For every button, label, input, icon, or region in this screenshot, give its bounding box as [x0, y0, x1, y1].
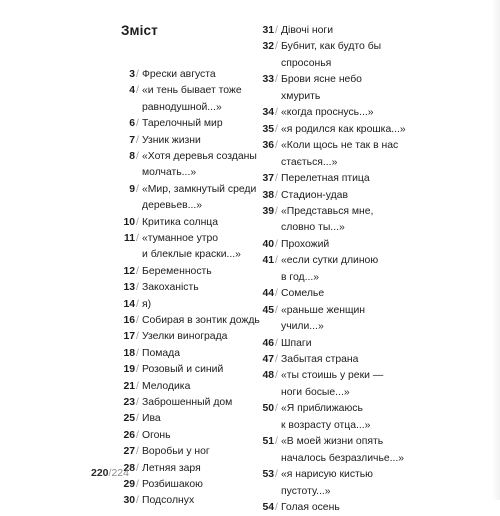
toc-separator: /: [136, 479, 139, 490]
toc-page-number: 31: [262, 25, 274, 36]
toc-entry: [120, 395, 256, 411]
toc-title: [142, 297, 256, 313]
toc-separator: /: [275, 74, 278, 86]
toc-entry: [120, 379, 256, 395]
toc-title-line: Летняя заря: [142, 462, 201, 474]
toc-title: [281, 253, 409, 286]
toc-title: [142, 411, 256, 427]
toc-title-line: «Мир, замкнутый среди: [142, 183, 257, 195]
toc-entry: [120, 83, 256, 116]
toc-separator: /: [136, 216, 139, 228]
toc-title: [142, 395, 256, 411]
toc-title-line: Забытая страна: [281, 354, 359, 365]
toc-title-line: «раньше женщин: [281, 304, 366, 316]
toc-title: [281, 122, 409, 138]
toc-title-line: словно ты...»: [281, 222, 345, 234]
toc-entry: [120, 329, 256, 345]
toc-separator: /: [275, 436, 278, 448]
toc-entry: [120, 461, 256, 477]
toc-title: [281, 138, 409, 171]
toc-separator: /: [136, 298, 139, 310]
toc-title-line: учили...»: [281, 321, 324, 333]
toc-page-number: 28: [123, 462, 135, 474]
toc-entry: [259, 237, 409, 253]
toc-page-number: 26: [123, 429, 135, 441]
toc-page-number: 9: [129, 183, 135, 195]
toc-title: [142, 215, 256, 231]
toc-title: [281, 286, 409, 302]
toc-page-number: 14: [123, 298, 135, 310]
toc-separator: /: [136, 282, 139, 294]
toc-title-line: «Коли щось не так в нас: [281, 140, 399, 152]
toc-title: [142, 280, 256, 296]
toc-page-number: 39: [262, 205, 274, 217]
toc-title: [142, 493, 256, 509]
toc-title: [142, 362, 256, 378]
folio-current-page: 220: [91, 467, 109, 479]
toc-title-line: Розовый и синий: [142, 364, 224, 376]
toc-title-line: стається...»: [281, 156, 338, 168]
toc-title-line: Воробьи у ног: [142, 446, 210, 458]
toc-title-line: Заброшенный дом: [142, 397, 233, 408]
toc-page-number: 51: [262, 436, 274, 448]
toc-title-line: Розбишакою: [142, 479, 203, 490]
toc-entry: [259, 188, 409, 204]
toc-title-line: Шпаги: [281, 337, 312, 349]
toc-entry: [120, 182, 256, 215]
toc-title-line: в год...»: [281, 271, 320, 283]
toc-title: [142, 264, 256, 280]
toc-page-number: 17: [123, 331, 135, 343]
toc-page-number: 7: [129, 134, 135, 146]
toc-title-line: «я нарисую кистью: [281, 469, 373, 481]
toc-page-number: 53: [262, 469, 274, 481]
toc-page-number: 27: [123, 446, 135, 458]
toc-separator: /: [275, 238, 278, 250]
toc-title-line: ноги босые...»: [281, 386, 350, 398]
toc-entry: [120, 362, 256, 378]
toc-title-line: Помада: [142, 347, 181, 359]
toc-title: [142, 149, 256, 182]
toc-title: [142, 133, 256, 149]
toc-entry: [120, 346, 256, 362]
toc-separator: /: [136, 151, 139, 162]
toc-title-line: Фрески августа: [142, 69, 216, 80]
toc-title-line: Критика солнца: [142, 216, 219, 228]
toc-title-line: Стадион-удав: [281, 189, 348, 201]
toc-separator: /: [136, 397, 139, 408]
toc-title-line: Узелки винограда: [142, 331, 228, 343]
toc-entry: [259, 253, 409, 286]
page-title: Зміст: [121, 23, 158, 38]
toc-separator: /: [136, 495, 139, 507]
toc-page-number: 19: [123, 364, 135, 376]
toc-entry: [120, 149, 256, 182]
toc-page-number: 11: [124, 233, 135, 244]
toc-separator: /: [136, 413, 139, 425]
toc-title-line: «В моей жизни опять: [281, 436, 384, 448]
toc-title: [142, 116, 256, 132]
toc-entry: [259, 368, 409, 401]
toc-entry: [120, 280, 256, 296]
toc-separator: /: [136, 183, 139, 195]
toc-separator: /: [136, 233, 139, 244]
toc-separator: /: [275, 25, 278, 36]
toc-title: [142, 346, 256, 362]
toc-page-number: 38: [262, 189, 274, 201]
toc-separator: /: [275, 107, 278, 119]
toc-entry: [120, 444, 256, 460]
toc-page-number: 37: [262, 173, 274, 185]
toc-separator: /: [136, 265, 139, 277]
toc-page-number: 46: [262, 337, 274, 349]
toc-title-line: Тарелочный мир: [142, 118, 223, 130]
toc-title: [142, 231, 256, 264]
toc-title-line: молчать...»: [142, 167, 197, 179]
toc-separator: /: [275, 140, 278, 152]
toc-title-line: «туманное утро: [142, 233, 219, 244]
toc-page-number: 30: [123, 495, 135, 507]
toc-title-line: «и тень бывает тоже: [142, 85, 242, 97]
toc-page-number: 32: [262, 41, 274, 53]
toc-title: [142, 461, 256, 477]
toc-title-line: Перелетная птица: [281, 173, 370, 185]
toc-page-number: 36: [262, 140, 274, 152]
folio-separator: /: [108, 467, 112, 479]
toc-entry: [259, 336, 409, 352]
toc-entry: [259, 303, 409, 336]
toc-separator: /: [136, 462, 139, 474]
toc-entry: [259, 286, 409, 302]
toc-separator: /: [136, 429, 139, 441]
toc-separator: /: [275, 304, 278, 316]
toc-entry: [259, 122, 409, 138]
toc-title: [142, 428, 256, 444]
toc-entry: [120, 116, 256, 132]
folio-total-pages: 224: [111, 467, 129, 479]
toc-separator: /: [275, 403, 278, 415]
toc-separator: /: [275, 189, 278, 201]
toc-entry: [120, 231, 256, 264]
toc-page-number: 13: [123, 282, 135, 294]
toc-separator: /: [275, 41, 278, 53]
toc-title: [142, 477, 256, 493]
toc-separator: /: [275, 370, 278, 382]
toc-separator: /: [275, 205, 278, 217]
toc-separator: /: [136, 134, 139, 146]
toc-page-number: 33: [262, 74, 274, 86]
toc-page-number: 50: [262, 403, 274, 415]
toc-entry: [259, 138, 409, 171]
toc-title-line: равнодушной...»: [142, 101, 222, 113]
toc-title-line: Собирая в зонтик дождь: [142, 315, 260, 326]
toc-entry: [120, 67, 256, 83]
toc-entry: [259, 72, 409, 105]
toc-title: [142, 83, 256, 116]
toc-title-line: «я родился как крошка...»: [281, 123, 406, 135]
toc-separator: /: [136, 380, 139, 392]
toc-page-number: 6: [129, 118, 135, 130]
toc-entry: [120, 313, 260, 329]
toc-page-number: 45: [262, 304, 274, 316]
toc-separator: /: [136, 118, 139, 130]
toc-separator: /: [136, 85, 139, 97]
toc-title-line: Бубнит, как будто бы: [281, 41, 382, 53]
toc-entry: [259, 23, 409, 39]
toc-title: [142, 379, 256, 395]
toc-title: [142, 313, 260, 329]
toc-separator: /: [136, 331, 139, 343]
toc-title-line: Мелодика: [142, 380, 191, 392]
toc-page-number: 10: [123, 216, 135, 228]
toc-page-number: 8: [129, 151, 135, 162]
toc-title: [281, 188, 409, 204]
toc-title-line: началось безразличье...»: [281, 452, 405, 464]
toc-title: [281, 23, 409, 39]
toc-entry: [259, 352, 409, 368]
toc-entry: [259, 401, 409, 434]
toc-separator: /: [275, 354, 278, 365]
page-edge-shadow: [492, 0, 500, 500]
toc-title-line: «Хотя деревья созданы: [142, 151, 257, 162]
toc-entry: [259, 39, 409, 72]
toc-page-number: 34: [262, 107, 274, 119]
toc-page-number: 29: [123, 479, 135, 490]
toc-title-line: Закоханість: [142, 282, 199, 294]
toc-title-line: я): [142, 298, 152, 310]
toc-title: [281, 105, 409, 121]
toc-title-line: и блеклые краски...»: [142, 249, 241, 261]
toc-entry: [259, 467, 409, 500]
toc-title: [281, 352, 409, 368]
toc-title: [281, 434, 409, 467]
toc-title: [142, 444, 256, 460]
toc-page-number: 3: [129, 69, 135, 80]
toc-title: [281, 368, 409, 401]
toc-entry: [259, 434, 409, 467]
toc-separator: /: [275, 288, 278, 300]
toc-title: [281, 237, 409, 253]
toc-page-number: 35: [262, 123, 274, 135]
toc-title-line: Голая осень: [281, 502, 340, 514]
toc-separator: /: [136, 69, 139, 80]
toc-entry: [259, 105, 409, 121]
toc-title: [281, 171, 409, 187]
toc-page-number: 25: [123, 413, 135, 425]
toc-entry: [259, 204, 409, 237]
toc-page-number: 48: [262, 370, 274, 382]
toc-separator: /: [136, 364, 139, 376]
toc-title: [142, 329, 256, 345]
toc-title-line: Ива: [142, 413, 161, 425]
toc-title: [281, 467, 409, 500]
toc-title: [281, 336, 409, 352]
toc-title-line: пустоту...»: [281, 485, 331, 497]
toc-separator: /: [275, 469, 278, 481]
toc-title-line: Дівочі ноги: [281, 25, 334, 36]
toc-title-line: «Представься мне,: [281, 205, 374, 217]
toc-page-number: 12: [123, 265, 135, 277]
toc-separator: /: [275, 337, 278, 349]
toc-title-line: к возрасту отца...»: [281, 419, 371, 431]
toc-entry: [120, 297, 256, 313]
toc-title-line: Брови ясне небо: [281, 74, 362, 86]
toc-page-number: 21: [123, 380, 135, 392]
page-folio: [91, 467, 129, 479]
toc-title-line: Подсолнух: [142, 495, 195, 507]
toc-entry: [120, 215, 256, 231]
toc-separator: /: [275, 173, 278, 185]
toc-separator: /: [136, 347, 139, 359]
toc-page-number: 44: [262, 288, 274, 300]
toc-page-number: 4: [129, 85, 135, 97]
toc-page-number: 47: [262, 354, 274, 365]
toc-separator: /: [136, 315, 139, 326]
toc-page-number: 16: [123, 315, 135, 326]
toc-page-number: 54: [262, 502, 274, 514]
toc-entry: [259, 500, 409, 516]
toc-separator: /: [275, 502, 278, 514]
toc-title-line: хмурить: [281, 90, 321, 102]
toc-page-number: 41: [262, 255, 274, 267]
toc-title: [281, 500, 409, 516]
toc-entry: [120, 264, 256, 280]
toc-entry: [259, 171, 409, 187]
toc-title-line: Сомелье: [281, 288, 325, 300]
toc-title: [281, 39, 409, 72]
toc-title-line: Узник жизни: [142, 134, 201, 146]
toc-title-line: «Я приближаюсь: [281, 403, 363, 415]
toc-title: [281, 401, 409, 434]
toc-page-number: 40: [262, 238, 274, 250]
toc-title-line: «если сутки длиною: [281, 255, 379, 267]
toc-title: [281, 303, 409, 336]
toc-title-line: спросонья: [281, 57, 332, 69]
toc-separator: /: [136, 446, 139, 458]
toc-separator: /: [275, 123, 278, 135]
toc-title-line: «ты стоишь у реки —: [281, 370, 384, 382]
toc-separator: /: [275, 255, 278, 267]
toc-entry: [120, 133, 256, 149]
toc-title-line: «когда проснусь...»: [281, 107, 374, 119]
toc-entry: [120, 428, 256, 444]
toc-entry: [120, 411, 256, 427]
toc-title: [281, 72, 409, 105]
toc-entry: [120, 477, 256, 493]
toc-title: [281, 204, 409, 237]
toc-entry: [120, 493, 256, 509]
toc-title-line: деревьев...»: [142, 200, 203, 212]
toc-title-line: Беременность: [142, 265, 212, 277]
toc-title-line: Прохожий: [281, 238, 330, 250]
toc-page-number: 23: [123, 397, 135, 408]
toc-title-line: Огонь: [142, 429, 171, 441]
toc-title: [142, 67, 256, 83]
toc-title: [142, 182, 256, 215]
toc-page-number: 18: [123, 347, 135, 359]
